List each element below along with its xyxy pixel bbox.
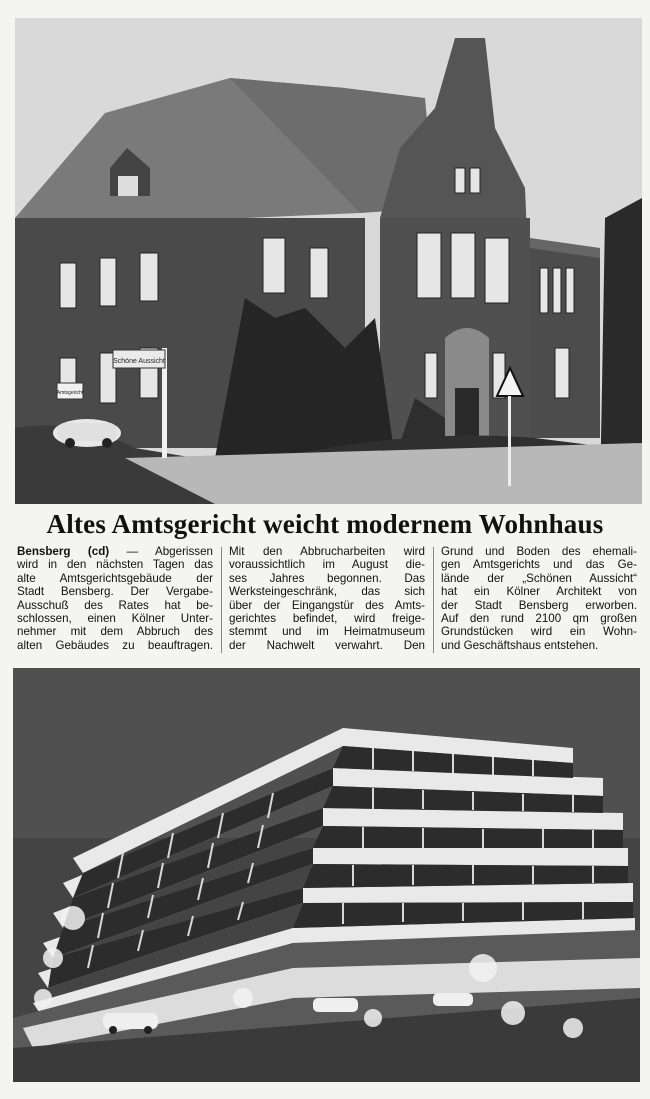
article-column-1: [17, 545, 213, 652]
article-line: Stadt Bensberg. Der Vergabe-: [17, 585, 213, 599]
article-line: Werksteingeschränk, das sich: [229, 585, 425, 599]
article-line: und Geschäftshaus entstehen.: [441, 638, 599, 652]
column-divider: [221, 547, 222, 653]
article-line: gen Amtsgerichts und das Ge-: [441, 558, 637, 572]
article-line: lände der „Schönen Aussicht“: [441, 571, 637, 585]
street-sign-text: Schöne Aussicht: [113, 358, 165, 365]
article-line: der Nachwelt verwahrt. Den: [229, 638, 425, 652]
article-line: voraussichtlich im August die-: [229, 558, 425, 572]
article-line: stemmt und im Heimatmuseum: [229, 625, 425, 639]
article-line: Grundstücken wird ein Wohn-: [441, 625, 637, 639]
article-line: nehmer mit dem Abbruch des: [17, 625, 213, 639]
article-line: Auf den rund 2100 qm großen: [441, 612, 637, 626]
article-line: Mit den Abbrucharbeiten wird: [229, 545, 425, 558]
article-column-3: [441, 545, 637, 652]
article-line: alten Gebäudes zu beauftragen.: [17, 638, 213, 652]
article-column-2: [229, 545, 425, 652]
article-line: Grund und Boden des ehemali-: [441, 545, 637, 558]
amtsgericht-sign-text: Amtsgericht: [56, 390, 84, 396]
article-line: schlossen, einen Kölner Unter-: [17, 612, 213, 626]
article-line: der Stadt Bensberg erworben.: [441, 598, 637, 612]
dateline: Bensberg (cd): [17, 545, 110, 558]
headline: Altes Amtsgericht weicht modernem Wohnhaus: [46, 509, 604, 539]
article-line: gerichtes befindet, wird freige-: [229, 612, 425, 626]
new-building-model-photo: [13, 668, 640, 1082]
article-line: wird in den nächsten Tagen das: [17, 558, 213, 572]
old-courthouse-photo: [15, 18, 642, 504]
article-line: Bensberg (cd) — Abgerissen: [17, 545, 213, 558]
article-line: alte Amtsgerichtsgebäude der: [17, 571, 213, 585]
column-divider: [433, 547, 434, 653]
article-body: [17, 545, 640, 657]
article-line: Ausschuß des Rates hat be-: [17, 598, 213, 612]
article-line: ses Jahres begonnen. Das: [229, 571, 425, 585]
article-line: über der Eingangstür des Amts-: [229, 598, 425, 612]
article-line: hat ein Kölner Architekt von: [441, 585, 637, 599]
